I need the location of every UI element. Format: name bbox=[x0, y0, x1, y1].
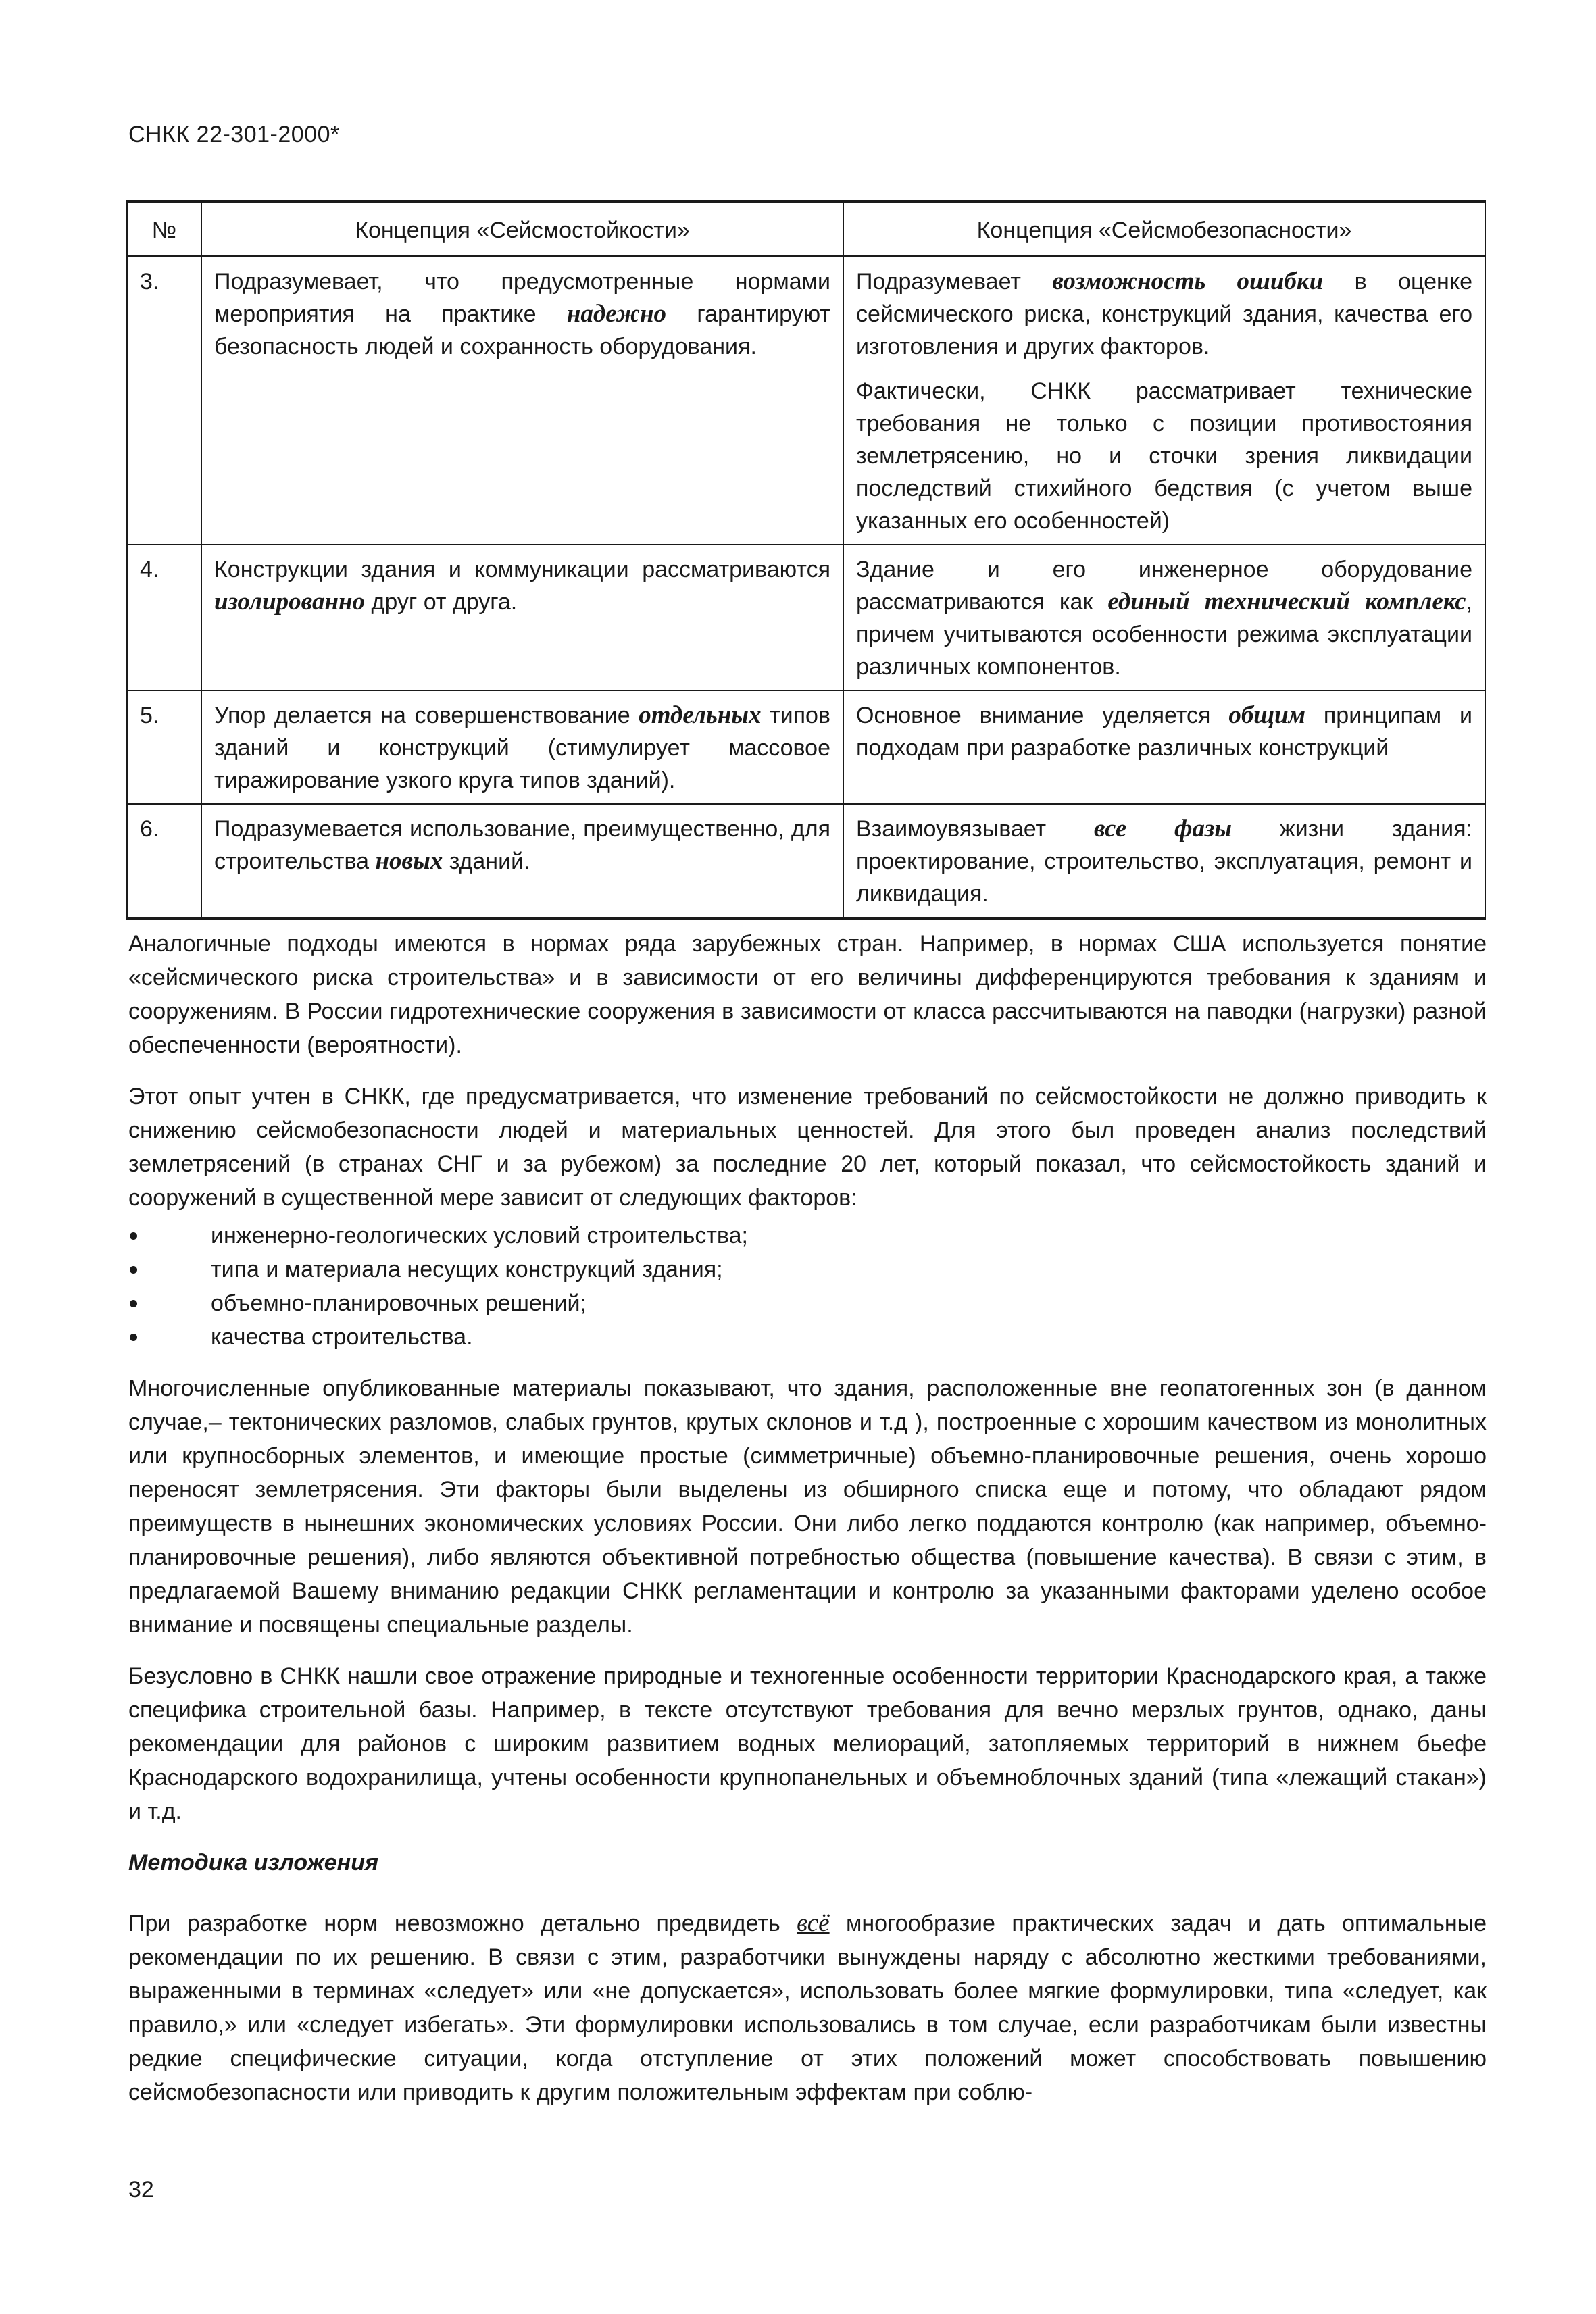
paragraph-regional-features: Безусловно в СНКК нашли свое отражение природные и техногенные особенности территории Краснодарского края, а также специфика строительной базы. Например, в тексте отсутствуют требования для вечно мерзлых грунтов, однако, даны рекомендации для районов с широким развитием водных мелиораций, затопляемых территорий в нижнем бьефе Краснодарского водохранилища, учтены особенности крупнопанельных и объемноблочных зданий (типа «лежащий стакан») и т.д. bbox=[128, 1663, 1487, 1824]
table-row bbox=[127, 690, 1485, 804]
concept-comparison-table bbox=[126, 200, 1486, 920]
row-number: 4. bbox=[127, 545, 201, 690]
list-item: типа и материала несущих конструкций здания; bbox=[128, 1253, 1487, 1286]
factor-list bbox=[128, 1219, 1487, 1354]
header-seismic-resistance: Концепция «Сейсмостойкости» bbox=[201, 202, 843, 257]
row-number: 3. bbox=[127, 256, 201, 545]
document-code: СНКК 22-301-2000* bbox=[128, 122, 340, 147]
emphasis: надежно bbox=[566, 300, 667, 328]
emphasis: единый технический комплекс bbox=[1107, 588, 1466, 615]
header-number: № bbox=[127, 202, 201, 257]
cell-resistance: Конструкции здания и коммуникации рассматриваются изолированно друг от друга. bbox=[201, 545, 843, 690]
list-item: качества строительства. bbox=[128, 1320, 1487, 1354]
cell-safety: Основное внимание уделяется общим принципам и подходам при разработке различных конструкций bbox=[843, 690, 1485, 804]
row-number: 5. bbox=[127, 690, 201, 804]
paragraph-published-materials: Многочисленные опубликованные материалы показывают, что здания, расположенные вне геопатогенных зон (в данном случае,– тектонических разломов, слабых грунтов, крутых склонов и т.д ), построенные с хорошим качеством из монолитных или крупносборных элементов, и имеющие простые (симметричные) объемно-планировочные решения, очень хорошо переносят землетрясения. Эти факторы были выделены из обширного списка еще и потому, что обладают рядом преимуществ в нынешних экономических условиях России. Они либо легко поддаются контролю (как например, объемно-планировочные решения), либо являются объективной потребностью общества (повышение качества). В связи с этим, в предлагаемой Вашему вниманию редакции СНКК регламентации и контролю за указанными факторами уделено особое внимание и посвящены специальные разделы. bbox=[128, 1376, 1487, 1638]
emphasis: отдельных bbox=[639, 701, 762, 729]
cell-resistance: Упор делается на совершенствование отдельных типов зданий и конструкций (стимулирует массовое тиражирование узкого круга типов зданий). bbox=[201, 690, 843, 804]
row-number: 6. bbox=[127, 804, 201, 919]
emphasis: общим bbox=[1228, 701, 1306, 729]
emphasis: всё bbox=[797, 1909, 830, 1937]
section-heading: Методика изложения bbox=[128, 1850, 378, 1876]
body-text bbox=[128, 927, 1487, 2127]
table-row bbox=[127, 256, 1485, 545]
table-header-row bbox=[127, 202, 1485, 257]
cell-safety: Подразумевает возможность ошибки в оценке сейсмического риска, конструкций здания, качества его изготовления и других факторов. Фактически, СНКК рассматривает технические требования не только с позиции противостояния землетрясению, но и сточки зрения ликвидации последствий стихийного бедствия (с учетом выше указанных его особенностей) bbox=[843, 256, 1485, 545]
list-item: инженерно-геологических условий строительства; bbox=[128, 1219, 1487, 1253]
cell-safety: Взаимоувязывает все фазы жизни здания: проектирование, строительство, эксплуатация, ремонт и ликвидация. bbox=[843, 804, 1485, 919]
paragraph-experience: Этот опыт учтен в СНКК, где предусматривается, что изменение требований по сейсмостойкости не должно приводить к снижению сейсмобезопасности людей и материальных ценностей. Для этого был проведен анализ последствий землетрясений (в странах СНГ и за рубежом) за последние 20 лет, который показал, что сейсмостойкость зданий и сооружений в существенной мере зависит от следующих факторов: bbox=[128, 1084, 1487, 1211]
table-row bbox=[127, 804, 1485, 919]
list-item: объемно-планировочных решений; bbox=[128, 1286, 1487, 1320]
cell-resistance: Подразумевается использование, преимущественно, для строительства новых зданий. bbox=[201, 804, 843, 919]
header-seismic-safety: Концепция «Сейсмобезопасности» bbox=[843, 202, 1485, 257]
table-row bbox=[127, 545, 1485, 690]
emphasis: новых bbox=[375, 847, 443, 875]
cell-safety: Здание и его инженерное оборудование рассматриваются как единый технический комплекс, причем учитываются особенности режима эксплуатации различных компонентов. bbox=[843, 545, 1485, 690]
emphasis: возможность ошибки bbox=[1052, 268, 1324, 295]
paragraph-foreign-norms: Аналогичные подходы имеются в нормах ряда зарубежных стран. Например, в нормах США используется понятие «сейсмического риска строительства» и в зависимости от его величины дифференцируются требования к зданиям и сооружениям. В России гидротехнические сооружения в зависимости от класса рассчитываются на паводки (нагрузки) разной обеспеченности (вероятности). bbox=[128, 931, 1487, 1058]
cell-safety-paragraph: Фактически, СНКК рассматривает технические требования не только с позиции противостояния землетрясению, но и сточки зрения ликвидации последствий стихийного бедствия (с учетом выше указанных его особенностей) bbox=[856, 378, 1472, 534]
emphasis: все фазы bbox=[1093, 815, 1232, 842]
paragraph-methodology: При разработке норм невозможно детально предвидеть всё многообразие практических задач и дать оптимальные рекомендации по их решению. В связи с этим, разработчики вынуждены наряду с абсолютно жесткими требованиями, выраженными в терминах «следует» или «не допускается», использовать более мягкие формулировки, типа «следует, как правило,» или «следует избегать». Эти формулировки использовались в том случае, если разработчикам были известны редкие специфические ситуации, когда отступление от этих положений может способствовать повышению сейсмобезопасности или приводить к другим положительным эффектам при соблю- bbox=[128, 1909, 1487, 2105]
emphasis: изолированно bbox=[214, 588, 366, 615]
cell-resistance: Подразумевает, что предусмотренные нормами мероприятия на практике надежно гарантируют безопасность людей и сохранность оборудования. bbox=[201, 256, 843, 545]
page-number: 32 bbox=[128, 2177, 154, 2203]
